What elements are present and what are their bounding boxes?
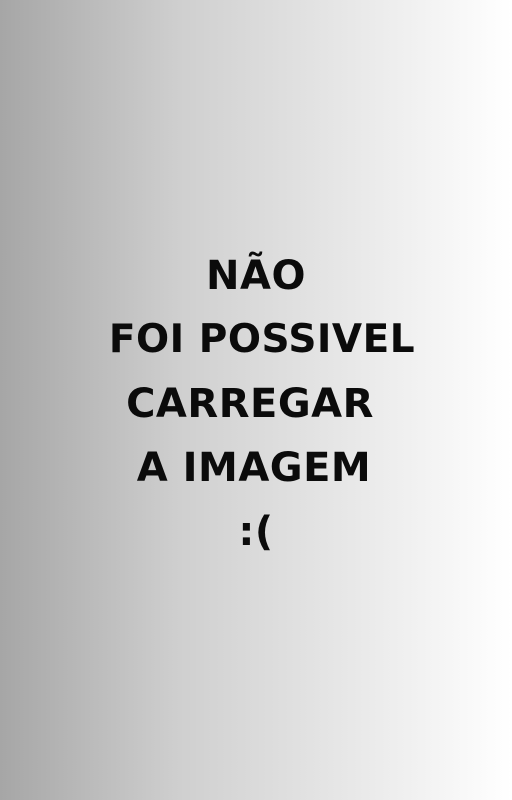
error-line-3: CARREGAR <box>126 381 374 427</box>
error-message <box>0 244 512 564</box>
sad-face-emoticon: :( <box>238 509 274 555</box>
error-line-1: NÃO <box>206 253 306 299</box>
error-line-4: A IMAGEM <box>136 445 372 491</box>
error-line-2: FOI POSSIVEL <box>108 317 416 362</box>
